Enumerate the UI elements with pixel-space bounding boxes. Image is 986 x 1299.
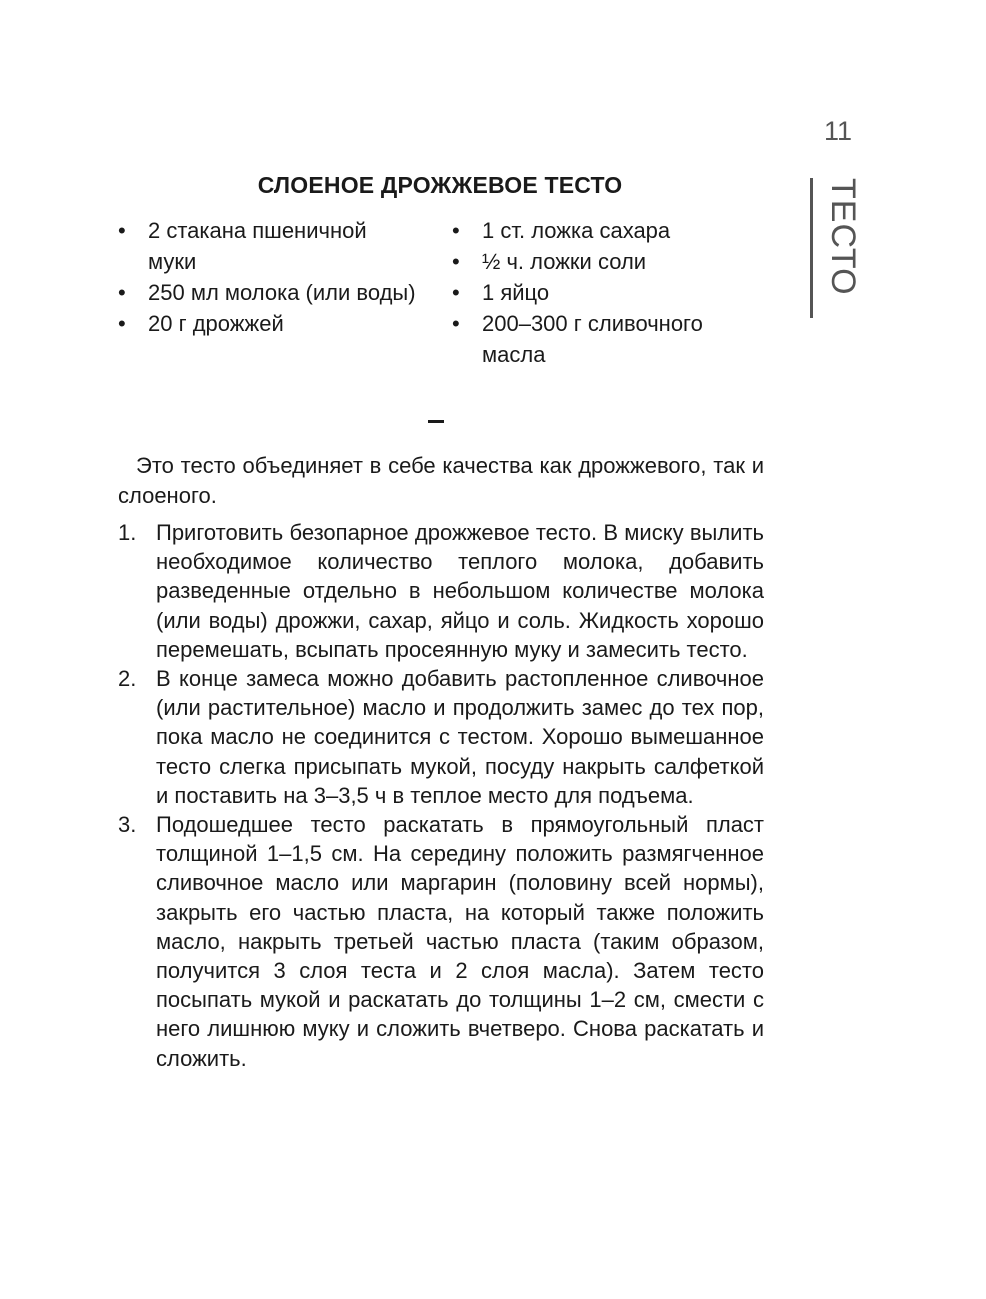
steps-list xyxy=(118,518,764,1073)
section-tab-label: ТЕСТО xyxy=(824,178,862,296)
step-text: Приготовить безопарное дрожжевое тесто. В миску вылить необходимое количество теплого молока, добавить разведенные отдельно в небольшом количестве молока (или воды) дрожжи, сахар, яйцо и соль. Жидкость хорошо перемешать, всыпать просеянную муку и замесить тесто. xyxy=(156,520,764,662)
step-item xyxy=(118,664,764,810)
ingredients-list-left xyxy=(118,215,418,339)
ingredient-item xyxy=(118,277,418,308)
ingredient-item xyxy=(452,215,772,246)
bullet-icon: • xyxy=(118,280,126,305)
step-number: 2. xyxy=(118,666,137,692)
step-item xyxy=(118,518,764,664)
bullet-icon: • xyxy=(452,311,460,336)
bullet-icon: • xyxy=(452,249,460,274)
ingredient-text: 200–300 г сливочного масла xyxy=(482,311,703,367)
bullet-icon: • xyxy=(118,218,126,243)
step-number: 3. xyxy=(118,812,137,838)
recipe-title: СЛОЕНОЕ ДРОЖЖЕВОЕ ТЕСТО xyxy=(257,172,623,198)
ingredient-item xyxy=(452,308,772,370)
section-tab-bar xyxy=(810,178,813,318)
step-text: Подошедшее тесто раскатать в прямоугольный пласт толщиной 1–1,5 см. На середину положить размягченное сливочное масло или маргарин (половину всей нормы), закрыть его частью пласта, на который также положить масло, накрыть третьей частью пласта (таким образом, получится 3 слоя теста и 2 слоя масла). Затем тесто посыпать мукой и раскатать до толщины 1–2 см, смести с него лишнюю муку и сложить вчетверо. Снова раскатать и сложить. xyxy=(156,812,764,1071)
section-divider-dash xyxy=(428,420,444,423)
bullet-icon: • xyxy=(118,311,126,336)
page-number: 11 xyxy=(823,116,853,146)
intro-paragraph: Это тесто объединяет в себе качества как дрожжевого, так и слоеного. xyxy=(118,453,764,508)
ingredient-text: 1 яйцо xyxy=(482,280,550,305)
step-item xyxy=(118,810,764,1073)
bullet-icon: • xyxy=(452,218,460,243)
ingredient-item xyxy=(118,308,418,339)
ingredients-list-right xyxy=(452,215,772,370)
ingredient-item xyxy=(452,277,772,308)
bullet-icon: • xyxy=(452,280,460,305)
step-text: В конце замеса можно добавить растопленное сливочное (или растительное) масло и продолжить замес до тех пор, пока масло не соединится с тестом. Хорошо вымешанное тесто слегка присыпать мукой, посуду накрыть салфеткой и поставить на 3–3,5 ч в теплое место для подъема. xyxy=(156,666,764,808)
ingredient-text: 2 стакана пшеничной муки xyxy=(148,218,367,274)
ingredient-text: 250 мл молока (или воды) xyxy=(148,280,416,305)
ingredient-text: 1 ст. ложка сахара xyxy=(482,218,671,243)
step-number: 1. xyxy=(118,520,137,545)
ingredient-text: 20 г дрожжей xyxy=(148,311,284,336)
ingredient-text: ½ ч. ложки соли xyxy=(482,249,647,274)
ingredient-item xyxy=(452,246,772,277)
ingredient-item xyxy=(118,215,418,277)
